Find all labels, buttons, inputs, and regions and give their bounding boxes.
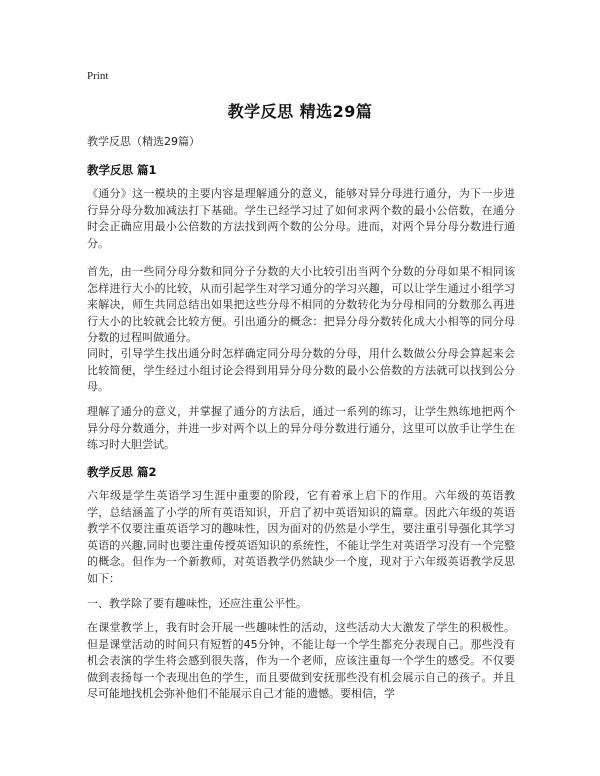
section-heading-1: 教学反思 篇1: [87, 163, 157, 177]
section-heading-2: 教学反思 篇2: [87, 465, 157, 479]
document-subtitle: 教学反思（精选29篇）: [87, 135, 200, 148]
section-1-paragraph-4: 理解了通分的意义，并掌握了通分的方法后，通过一系列的练习，让学生熟练地把两个异分母分数通分，并进一步对两个以上的异分母分数进行通分，这里可以放手让学生在练习时大胆尝试。: [87, 405, 515, 452]
page-title: 教学反思 精选29篇: [227, 102, 373, 121]
section-1-paragraph-1: 《通分》这一模块的主要内容是理解通分的意义，能够对异分母进行通分，为下一步进行异分母分数加减法打下基础。学生已经学习过了如何求两个数的最小公倍数，在通分时会正确应用最小公倍数的方法找到两个数的公分母。进而，对两个异分母分数进行通分。: [87, 187, 515, 250]
section-1-paragraph-2: 首先，由一些同分母分数和同分子分数的大小比较引出当两个分数的分母如果不相同该怎样进行大小的比较，从而引起学生对学习通分的学习兴趣，可以让学生通过小组学习来解决，师生共同总结出如果把这些分母不相同的分数转化为分母相同的分数那么再进行大小的比较就会比较方便。引出通分的概念：把异分母分数转化成大小相等的同分母分数的过程叫做通分。: [87, 265, 515, 345]
print-link[interactable]: Print: [87, 70, 109, 82]
section-1-paragraph-3: 同时，引导学生找出通分时怎样确定同分母分数的分母，用什么数做公分母会算起来会比较简便，学生经过小组讨论会得到用异分母分数的最小公倍数的方法就可以找到公分母。: [87, 347, 515, 394]
section-2-paragraph-2: 一、教学除了要有趣味性，还应注重公平性。: [87, 597, 307, 610]
section-2-paragraph-3: 在课堂教学上，我有时会开展一些趣味性的活动，这些活动大大激发了学生的积极性。但是课堂活动的时间只有短暂的45分钟，不能让每一个学生都充分表现自己。那些没有机会表演的学生将会感到很失落，作为一个老师，应该注重每一个学生的感受。不仅要做到表扬每一个表现出色的学生，而且要做到安抚那些没有机会展示自己的孩子。并且尽可能地找机会弥补他们不能展示自己才能的遗憾。要相信，学: [87, 621, 515, 701]
section-2-paragraph-1: 六年级是学生英语学习生涯中重要的阶段，它有着承上启下的作用。六年级的英语教学，总结涵盖了小学的所有英语知识，开启了初中英语知识的篇章。因此六年级的英语教学不仅要注重英语学习的趣味性，因为面对的仍然是小学生，要注重引导强化其学习英语的兴趣,同时也要注重传授英语知识的系统性，不能让学生对英语学习没有一个完整的概念。但作为一个新教师，对英语教学仍然缺少一个度，现对于六年级英语教学反思如下：: [87, 489, 515, 585]
